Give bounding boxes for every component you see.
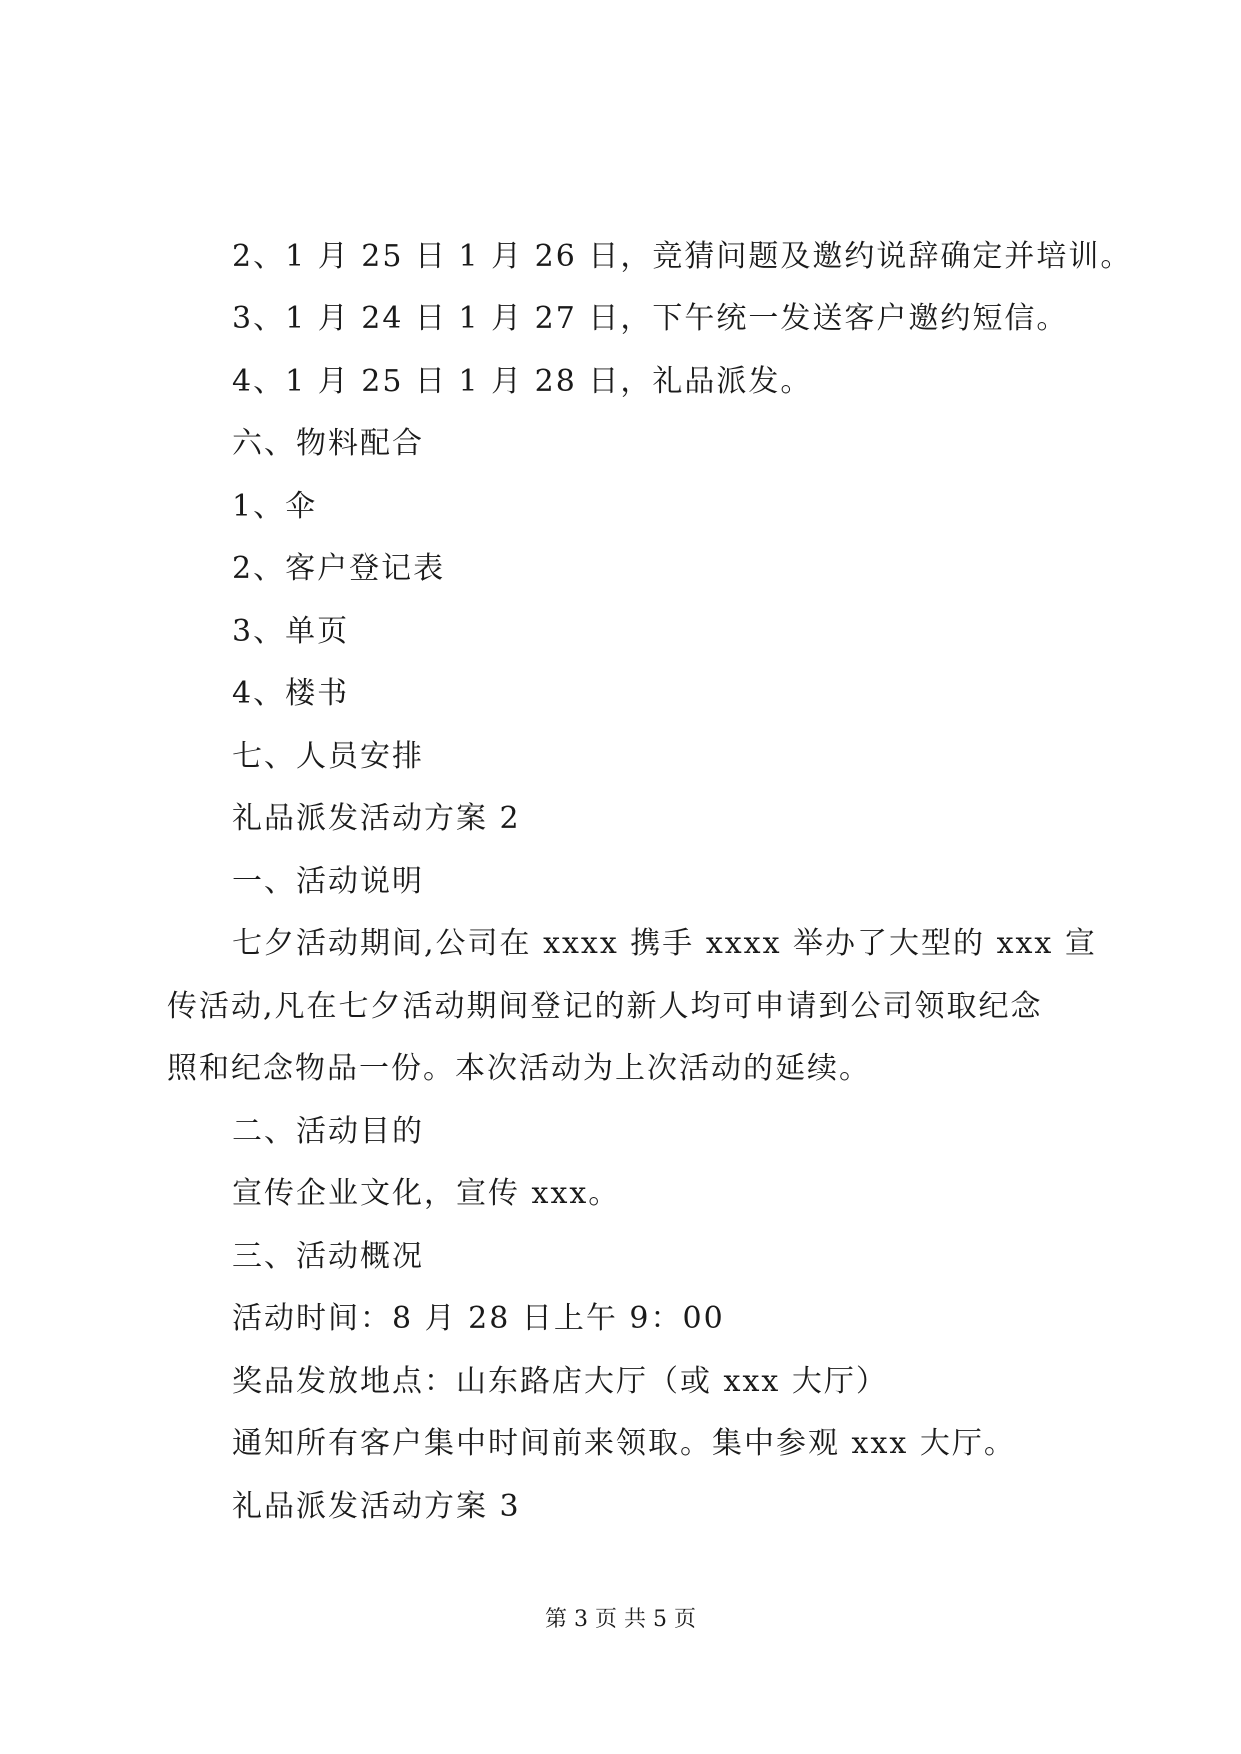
plan-title-2: 礼品派发活动方案 2 bbox=[232, 801, 521, 836]
text-line-5: 1、伞 bbox=[232, 489, 318, 524]
paragraph-line-1: 七夕活动期间,公司在 xxxx 携手 xxxx 举办了大型的 xxx 宣 bbox=[232, 926, 1097, 961]
paragraph-line-2: 传活动,凡在七夕活动期间登记的新人均可申请到公司领取纪念 bbox=[167, 989, 1043, 1024]
paragraph-line-3: 照和纪念物品一份。本次活动为上次活动的延续。 bbox=[167, 1051, 871, 1086]
section-heading-staff: 七、人员安排 bbox=[232, 739, 424, 774]
text-line-7: 3、单页 bbox=[232, 614, 350, 649]
text-line-3: 4、1 月 25 日 1 月 28 日，礼品派发。 bbox=[232, 364, 813, 399]
section-heading-purpose: 二、活动目的 bbox=[232, 1114, 424, 1149]
text-line-6: 2、客户登记表 bbox=[232, 551, 446, 586]
text-line-18: 活动时间：8 月 28 日上午 9：00 bbox=[232, 1301, 725, 1336]
plan-title-3: 礼品派发活动方案 3 bbox=[232, 1489, 521, 1524]
page-footer: 第 3 页 共 5 页 bbox=[545, 1607, 696, 1632]
text-line-16: 宣传企业文化，宣传 xxx。 bbox=[232, 1176, 621, 1211]
text-line-1: 2、1 月 25 日 1 月 26 日，竞猜问题及邀约说辞确定并培训。 bbox=[232, 239, 1133, 274]
text-line-19: 奖品发放地点：山东路店大厅（或 xxx 大厅） bbox=[232, 1364, 888, 1399]
text-line-2: 3、1 月 24 日 1 月 27 日，下午统一发送客户邀约短信。 bbox=[232, 301, 1069, 336]
text-line-20: 通知所有客户集中时间前来领取。集中参观 xxx 大厅。 bbox=[232, 1426, 1016, 1461]
text-line-8: 4、楼书 bbox=[232, 676, 350, 711]
section-heading-materials: 六、物料配合 bbox=[232, 426, 424, 461]
section-heading-description: 一、活动说明 bbox=[232, 864, 424, 899]
section-heading-overview: 三、活动概况 bbox=[232, 1239, 424, 1274]
